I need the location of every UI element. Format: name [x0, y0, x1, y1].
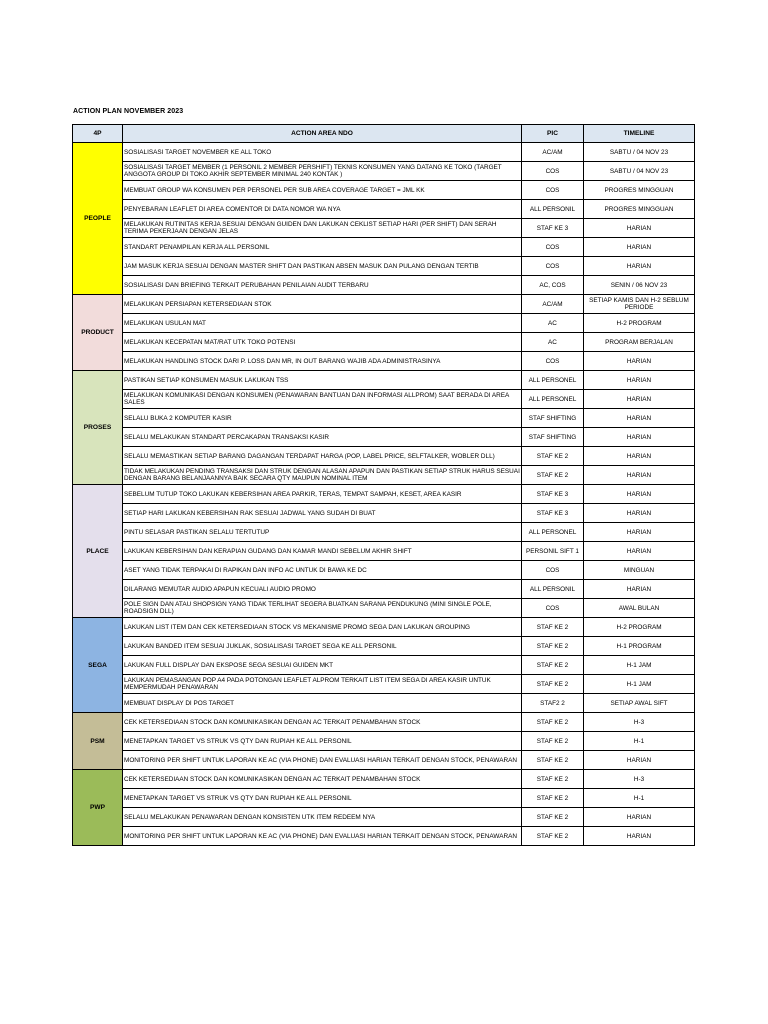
header-4p: 4P	[73, 125, 123, 143]
action-cell: POLE SIGN DAN ATAU SHOPSIGN YANG TIDAK TERLIHAT SEGERA BUATKAN SARANA PENDUKUNG (MINI SINGLE POLE, ROADSIGN DLL)	[123, 599, 522, 618]
table-row	[73, 770, 695, 789]
timeline-cell: HARIAN	[584, 580, 695, 599]
timeline-cell: SENIN / 06 NOV 23	[584, 276, 695, 295]
category-cell-people: PEOPLE	[73, 143, 123, 295]
action-cell: PENYEBARAN LEAFLET DI AREA COMENTOR DI DATA NOMOR WA NYA	[123, 200, 522, 219]
pic-cell: ALL PERSONEL	[522, 390, 584, 409]
action-cell: MELAKUKAN RUTINITAS KERJA SESUAI DENGAN GUIDEN DAN LAKUKAN CEKLIST SETIAP HARI (PER SHIFT) DAN SERAH TERIMA PEKERJAAN DENGAN JELAS	[123, 219, 522, 238]
pic-cell: AC, COS	[522, 276, 584, 295]
table-row	[73, 447, 695, 466]
timeline-cell: HARIAN	[584, 409, 695, 428]
pic-cell: STAF KE 2	[522, 656, 584, 675]
pic-cell: STAF KE 3	[522, 504, 584, 523]
table-row	[73, 352, 695, 371]
action-plan-table	[72, 124, 695, 846]
pic-cell: ALL PERSONIL	[522, 580, 584, 599]
pic-cell: STAF KE 3	[522, 219, 584, 238]
timeline-cell: HARIAN	[584, 219, 695, 238]
timeline-cell: H-1	[584, 732, 695, 751]
pic-cell: STAF SHIFTING	[522, 409, 584, 428]
action-cell: CEK KETERSEDIAAN STOCK DAN KOMUNIKASIKAN DENGAN AC TERKAIT PENAMBAHAN STOCK	[123, 770, 522, 789]
table-row	[73, 428, 695, 447]
timeline-cell: HARIAN	[584, 466, 695, 485]
category-cell-sega: SEGA	[73, 618, 123, 713]
timeline-cell: AWAL BULAN	[584, 599, 695, 618]
table-row	[73, 276, 695, 295]
table-row	[73, 181, 695, 200]
pic-cell: ALL PERSONIL	[522, 200, 584, 219]
action-cell: ASET YANG TIDAK TERPAKAI DI RAPIKAN DAN INFO AC UNTUK DI BAWA KE DC	[123, 561, 522, 580]
action-cell: MELAKUKAN HANDLING STOCK DARI P. LOSS DAN MR, IN OUT BARANG WAJIB ADA ADMINISTRASINYA	[123, 352, 522, 371]
timeline-cell: SETIAP KAMIS DAN H-2 SEBLUM PERIODE	[584, 295, 695, 314]
pic-cell: COS	[522, 561, 584, 580]
action-cell: MELAKUKAN PERSIAPAN KETERSEDIAAN STOK	[123, 295, 522, 314]
timeline-cell: HARIAN	[584, 827, 695, 846]
table-row	[73, 409, 695, 428]
table-row	[73, 523, 695, 542]
table-row	[73, 485, 695, 504]
pic-cell: STAF KE 2	[522, 789, 584, 808]
timeline-cell: HARIAN	[584, 808, 695, 827]
pic-cell: COS	[522, 162, 584, 181]
table-row	[73, 599, 695, 618]
pic-cell: STAF KE 2	[522, 827, 584, 846]
timeline-cell: SABTU / 04 NOV 23	[584, 162, 695, 181]
table-row	[73, 789, 695, 808]
table-row	[73, 751, 695, 770]
action-cell: SELALU MELAKUKAN PENAWARAN DENGAN KONSISTEN UTK ITEM REDEEM NYA	[123, 808, 522, 827]
action-cell: PINTU SELASAR PASTIKAN SELALU TERTUTUP	[123, 523, 522, 542]
table-row	[73, 580, 695, 599]
timeline-cell: HARIAN	[584, 428, 695, 447]
timeline-cell: HARIAN	[584, 371, 695, 390]
action-cell: SELALU MELAKUKAN STANDART PERCAKAPAN TRANSAKSI KASIR	[123, 428, 522, 447]
action-cell: MELAKUKAN KECEPATAN MAT/RAT UTK TOKO POTENSI	[123, 333, 522, 352]
action-cell: LAKUKAN FULL DISPLAY DAN EKSPOSE SEGA SESUAI GUIDEN MKT	[123, 656, 522, 675]
timeline-cell: H-3	[584, 770, 695, 789]
table-row	[73, 542, 695, 561]
action-cell: PASTIKAN SETIAP KONSUMEN MASUK LAKUKAN TSS	[123, 371, 522, 390]
action-cell: DILARANG MEMUTAR AUDIO APAPUN KECUALI AUDIO PROMO	[123, 580, 522, 599]
timeline-cell: HARIAN	[584, 352, 695, 371]
timeline-cell: PROGRES MINGGUAN	[584, 181, 695, 200]
pic-cell: STAF KE 2	[522, 466, 584, 485]
timeline-cell: HARIAN	[584, 751, 695, 770]
table-row	[73, 371, 695, 390]
header-pic: PIC	[522, 125, 584, 143]
timeline-cell: HARIAN	[584, 257, 695, 276]
action-cell: SEBELUM TUTUP TOKO LAKUKAN KEBERSIHAN AREA PARKIR, TERAS, TEMPAT SAMPAH, KESET, AREA KASIR	[123, 485, 522, 504]
pic-cell: STAF KE 2	[522, 618, 584, 637]
action-cell: TIDAK MELAKUKAN PENDING TRANSAKSI DAN STRUK DENGAN ALASAN APAPUN DAN PASTIKAN SETIAP STRUK HARUS SESUAI DENGAN BARANG BELANJAANNYA BAIK SECARA QTY MAUPUN NOMINAL ITEM	[123, 466, 522, 485]
action-cell: MENETAPKAN TARGET VS STRUK VS QTY DAN RUPIAH KE ALL PERSONIL	[123, 789, 522, 808]
pic-cell: AC/AM	[522, 143, 584, 162]
category-cell-pwp: PWP	[73, 770, 123, 846]
pic-cell: COS	[522, 181, 584, 200]
timeline-cell: PROGRES MINGGUAN	[584, 200, 695, 219]
pic-cell: COS	[522, 238, 584, 257]
pic-cell: STAF KE 2	[522, 751, 584, 770]
table-row	[73, 333, 695, 352]
document-title: ACTION PLAN NOVEMBER 2023	[73, 108, 184, 115]
table-row	[73, 219, 695, 238]
table-row	[73, 561, 695, 580]
timeline-cell: MINGUAN	[584, 561, 695, 580]
timeline-cell: HARIAN	[584, 542, 695, 561]
table-row	[73, 504, 695, 523]
table-row	[73, 238, 695, 257]
table-row	[73, 314, 695, 333]
pic-cell: COS	[522, 257, 584, 276]
timeline-cell: HARIAN	[584, 447, 695, 466]
action-cell: SELALU BUKA 2 KOMPUTER KASIR	[123, 409, 522, 428]
action-cell: MELAKUKAN USULAN MAT	[123, 314, 522, 333]
action-cell: MELAKUKAN KOMUNIKASI DENGAN KONSUMEN (PENAWARAN BANTUAN DAN INFORMASI ALLPROM) SAAT BERADA DI AREA SALES	[123, 390, 522, 409]
timeline-cell: HARIAN	[584, 238, 695, 257]
pic-cell: COS	[522, 352, 584, 371]
table-row	[73, 637, 695, 656]
header-timeline: TIMELINE	[584, 125, 695, 143]
table-row	[73, 295, 695, 314]
table-row	[73, 808, 695, 827]
timeline-cell: HARIAN	[584, 504, 695, 523]
action-cell: MEMBUAT GROUP WA KONSUMEN PER PERSONEL PER SUB AREA COVERAGE TARGET = JML KK	[123, 181, 522, 200]
action-cell: MONITORING PER SHIFT UNTUK LAPORAN KE AC (VIA PHONE) DAN EVALUASI HARIAN TERKAIT DENGAN STOCK, PENAWARAN	[123, 827, 522, 846]
table-row	[73, 732, 695, 751]
timeline-cell: H-1 PROGRAM	[584, 637, 695, 656]
header-row	[73, 125, 695, 143]
category-cell-proses: PROSES	[73, 371, 123, 485]
action-cell: SOSIALISASI DAN BRIEFING TERKAIT PERUBAHAN PENILAIAN AUDIT TERBARU	[123, 276, 522, 295]
pic-cell: STAF2 2	[522, 694, 584, 713]
table-row	[73, 257, 695, 276]
timeline-cell: PROGRAM BERJALAN	[584, 333, 695, 352]
timeline-cell: H-3	[584, 713, 695, 732]
timeline-cell: H-2 PROGRAM	[584, 618, 695, 637]
action-cell: MONITORING PER SHIFT UNTUK LAPORAN KE AC (VIA PHONE) DAN EVALUASI HARIAN TERKAIT DENGAN STOCK, PENAWARAN	[123, 751, 522, 770]
pic-cell: COS	[522, 599, 584, 618]
action-cell: SELALU MEMASTIKAN SETIAP BARANG DAGANGAN TERDAPAT HARGA (POP, LABEL PRICE, SELFTALKER, WOBLER DLL)	[123, 447, 522, 466]
timeline-cell: HARIAN	[584, 485, 695, 504]
timeline-cell: HARIAN	[584, 523, 695, 542]
action-cell: LAKUKAN PEMASANGAN POP A4 PADA POTONGAN LEAFLET ALPROM TERKAIT LIST ITEM SEGA DI AREA KASIR UNTUK MEMPERMUDAH PENAWARAN	[123, 675, 522, 694]
category-cell-product: PRODUCT	[73, 295, 123, 371]
header-action-area: ACTION AREA NDO	[123, 125, 522, 143]
action-cell: SOSIALISASI TARGET MEMBER (1 PERSONIL 2 MEMBER PERSHIFT) TEKNIS KONSUMEN YANG DATANG KE TOKO (TARGET ANGGOTA GROUP DI TOKO AKHIR SEPTEMBER MINIMAL 240 KONTAK )	[123, 162, 522, 181]
table-row	[73, 713, 695, 732]
pic-cell: PERSONIL SIFT 1	[522, 542, 584, 561]
action-cell: CEK KETERSEDIAAN STOCK DAN KOMUNIKASIKAN DENGAN AC TERKAIT PENAMBAHAN STOCK	[123, 713, 522, 732]
action-cell: SETIAP HARI LAKUKAN KEBERSIHAN RAK SESUAI JADWAL YANG SUDAH DI BUAT	[123, 504, 522, 523]
action-cell: LAKUKAN LIST ITEM DAN CEK KETERSEDIAAN STOCK VS MEKANISME PROMO SEGA DAN LAKUKAN GROUPING	[123, 618, 522, 637]
timeline-cell: SETIAP AWAL SIFT	[584, 694, 695, 713]
pic-cell: STAF KE 2	[522, 675, 584, 694]
table-row	[73, 694, 695, 713]
action-cell: SOSIALISASI TARGET NOVEMBER KE ALL TOKO	[123, 143, 522, 162]
timeline-cell: HARIAN	[584, 390, 695, 409]
timeline-cell: SABTU / 04 NOV 23	[584, 143, 695, 162]
table-header	[73, 125, 695, 143]
action-cell: MENETAPKAN TARGET VS STRUK VS QTY DAN RUPIAH KE ALL PERSONIL	[123, 732, 522, 751]
table-row	[73, 143, 695, 162]
table-body	[73, 143, 695, 846]
pic-cell: ALL PERSONEL	[522, 523, 584, 542]
timeline-cell: H-1 JAM	[584, 656, 695, 675]
table-row	[73, 390, 695, 409]
pic-cell: ALL PERSONEL	[522, 371, 584, 390]
table-row	[73, 466, 695, 485]
action-cell: JAM MASUK KERJA SESUAI DENGAN MASTER SHIFT DAN PASTIKAN ABSEN MASUK DAN PULANG DENGAN TERTIB	[123, 257, 522, 276]
table-row	[73, 675, 695, 694]
action-cell: MEMBUAT DISPLAY DI POS TARGET	[123, 694, 522, 713]
action-cell: LAKUKAN KEBERSIHAN DAN KERAPIAN GUDANG DAN KAMAR MANDI SEBELUM AKHIR SHIFT	[123, 542, 522, 561]
pic-cell: STAF KE 2	[522, 808, 584, 827]
timeline-cell: H-1	[584, 789, 695, 808]
category-cell-place: PLACE	[73, 485, 123, 618]
action-cell: LAKUKAN BANDED ITEM SESUAI JUKLAK, SOSIALISASI TARGET SEGA KE ALL PERSONIL	[123, 637, 522, 656]
table-row	[73, 200, 695, 219]
timeline-cell: H-1 JAM	[584, 675, 695, 694]
action-cell: STANDART PENAMPILAN KERJA ALL PERSONIL	[123, 238, 522, 257]
pic-cell: STAF KE 2	[522, 637, 584, 656]
table-row	[73, 656, 695, 675]
pic-cell: STAF KE 2	[522, 770, 584, 789]
pic-cell: STAF KE 2	[522, 447, 584, 466]
timeline-cell: H-2 PROGRAM	[584, 314, 695, 333]
pic-cell: STAF SHIFTING	[522, 428, 584, 447]
pic-cell: AC/AM	[522, 295, 584, 314]
pic-cell: STAF KE 2	[522, 713, 584, 732]
pic-cell: STAF KE 3	[522, 485, 584, 504]
pic-cell: AC	[522, 333, 584, 352]
table-row	[73, 162, 695, 181]
category-cell-psm: PSM	[73, 713, 123, 770]
pic-cell: AC	[522, 314, 584, 333]
table-row	[73, 618, 695, 637]
pic-cell: STAF KE 2	[522, 732, 584, 751]
table-row	[73, 827, 695, 846]
